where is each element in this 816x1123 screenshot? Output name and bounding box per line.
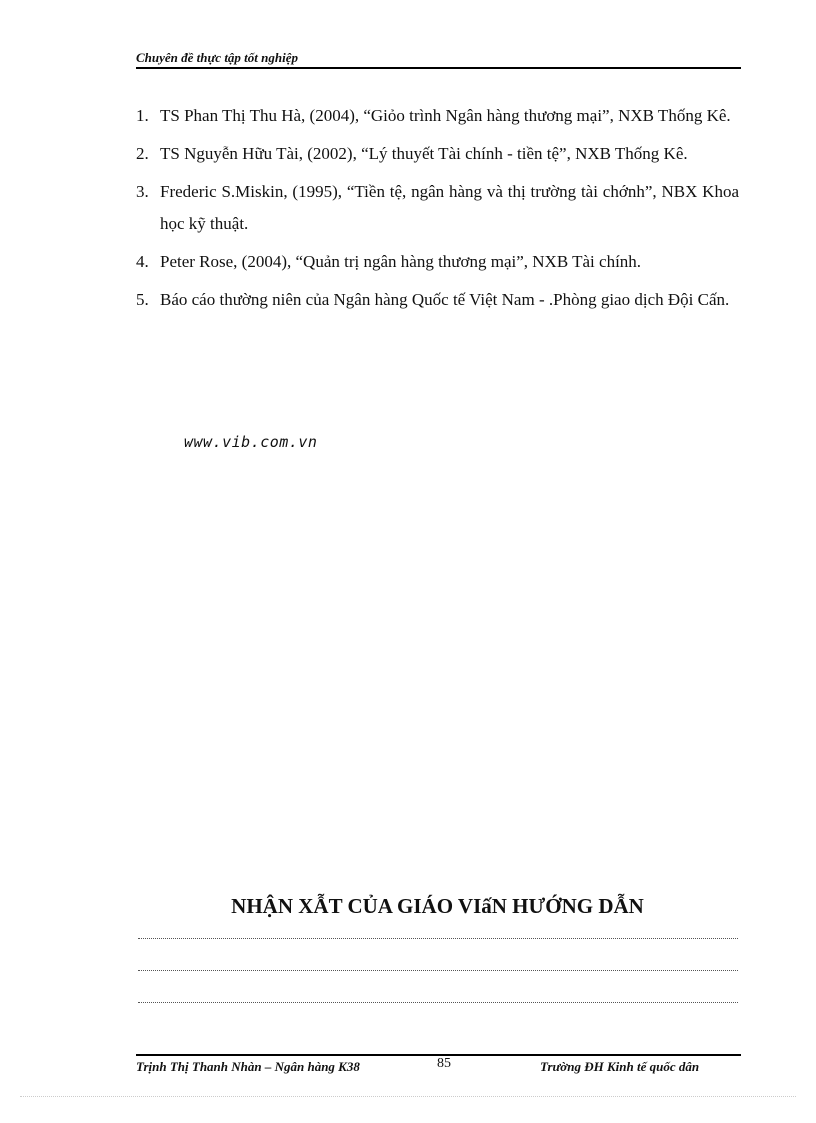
reference-number: 1. bbox=[136, 106, 149, 125]
header-title: Chuyên đề thực tập tốt nghiệp bbox=[136, 50, 298, 65]
reference-text: Báo cáo thường niên của Ngân hàng Quốc tế Việt Nam - .Phòng giao dịch Đội Cấn. bbox=[160, 290, 730, 309]
reference-item bbox=[136, 246, 739, 278]
reference-number: 4. bbox=[136, 252, 149, 271]
reference-number: 3. bbox=[136, 182, 149, 201]
reference-text: Peter Rose, (2004), “Quản trị ngân hàng thương mại”, NXB Tài chính. bbox=[160, 252, 642, 271]
reference-item bbox=[136, 284, 739, 316]
footer-author: Trịnh Thị Thanh Nhàn – Ngân hàng K38 bbox=[136, 1059, 360, 1074]
website-link[interactable]: www.vib.com.vn bbox=[184, 433, 318, 451]
reference-text: Frederic S.Miskin, (1995), “Tiền tệ, ngân hàng và thị trường tài chớnh”, NBX Khoa học kỹ thuật. bbox=[160, 182, 739, 233]
page-number: 85 bbox=[437, 1056, 451, 1071]
reference-number: 2. bbox=[136, 144, 149, 163]
dotted-line bbox=[138, 1002, 738, 1003]
header-rule bbox=[136, 67, 741, 69]
reference-text: TS Nguyễn Hữu Tài, (2002), “Lý thuyết Tài chính - tiền tệ”, NXB Thống Kê. bbox=[160, 144, 688, 163]
dotted-line bbox=[138, 938, 738, 939]
reference-item bbox=[136, 100, 739, 132]
section-heading: NHẬN XẪT CỦA GIÁO VIấN HƯỚNG DẪN bbox=[231, 894, 644, 918]
reference-item bbox=[136, 176, 739, 240]
reference-number: 5. bbox=[136, 290, 149, 309]
reference-item bbox=[136, 138, 739, 170]
dotted-line bbox=[138, 970, 738, 971]
reference-list bbox=[136, 100, 739, 322]
reference-text: TS Phan Thị Thu Hà, (2004), “Giỏo trình Ngân hàng thương mại”, NXB Thống Kê. bbox=[160, 106, 731, 125]
page-bottom-border bbox=[20, 1096, 796, 1097]
footer-school: Trường ĐH Kinh tế quốc dân bbox=[540, 1059, 700, 1074]
